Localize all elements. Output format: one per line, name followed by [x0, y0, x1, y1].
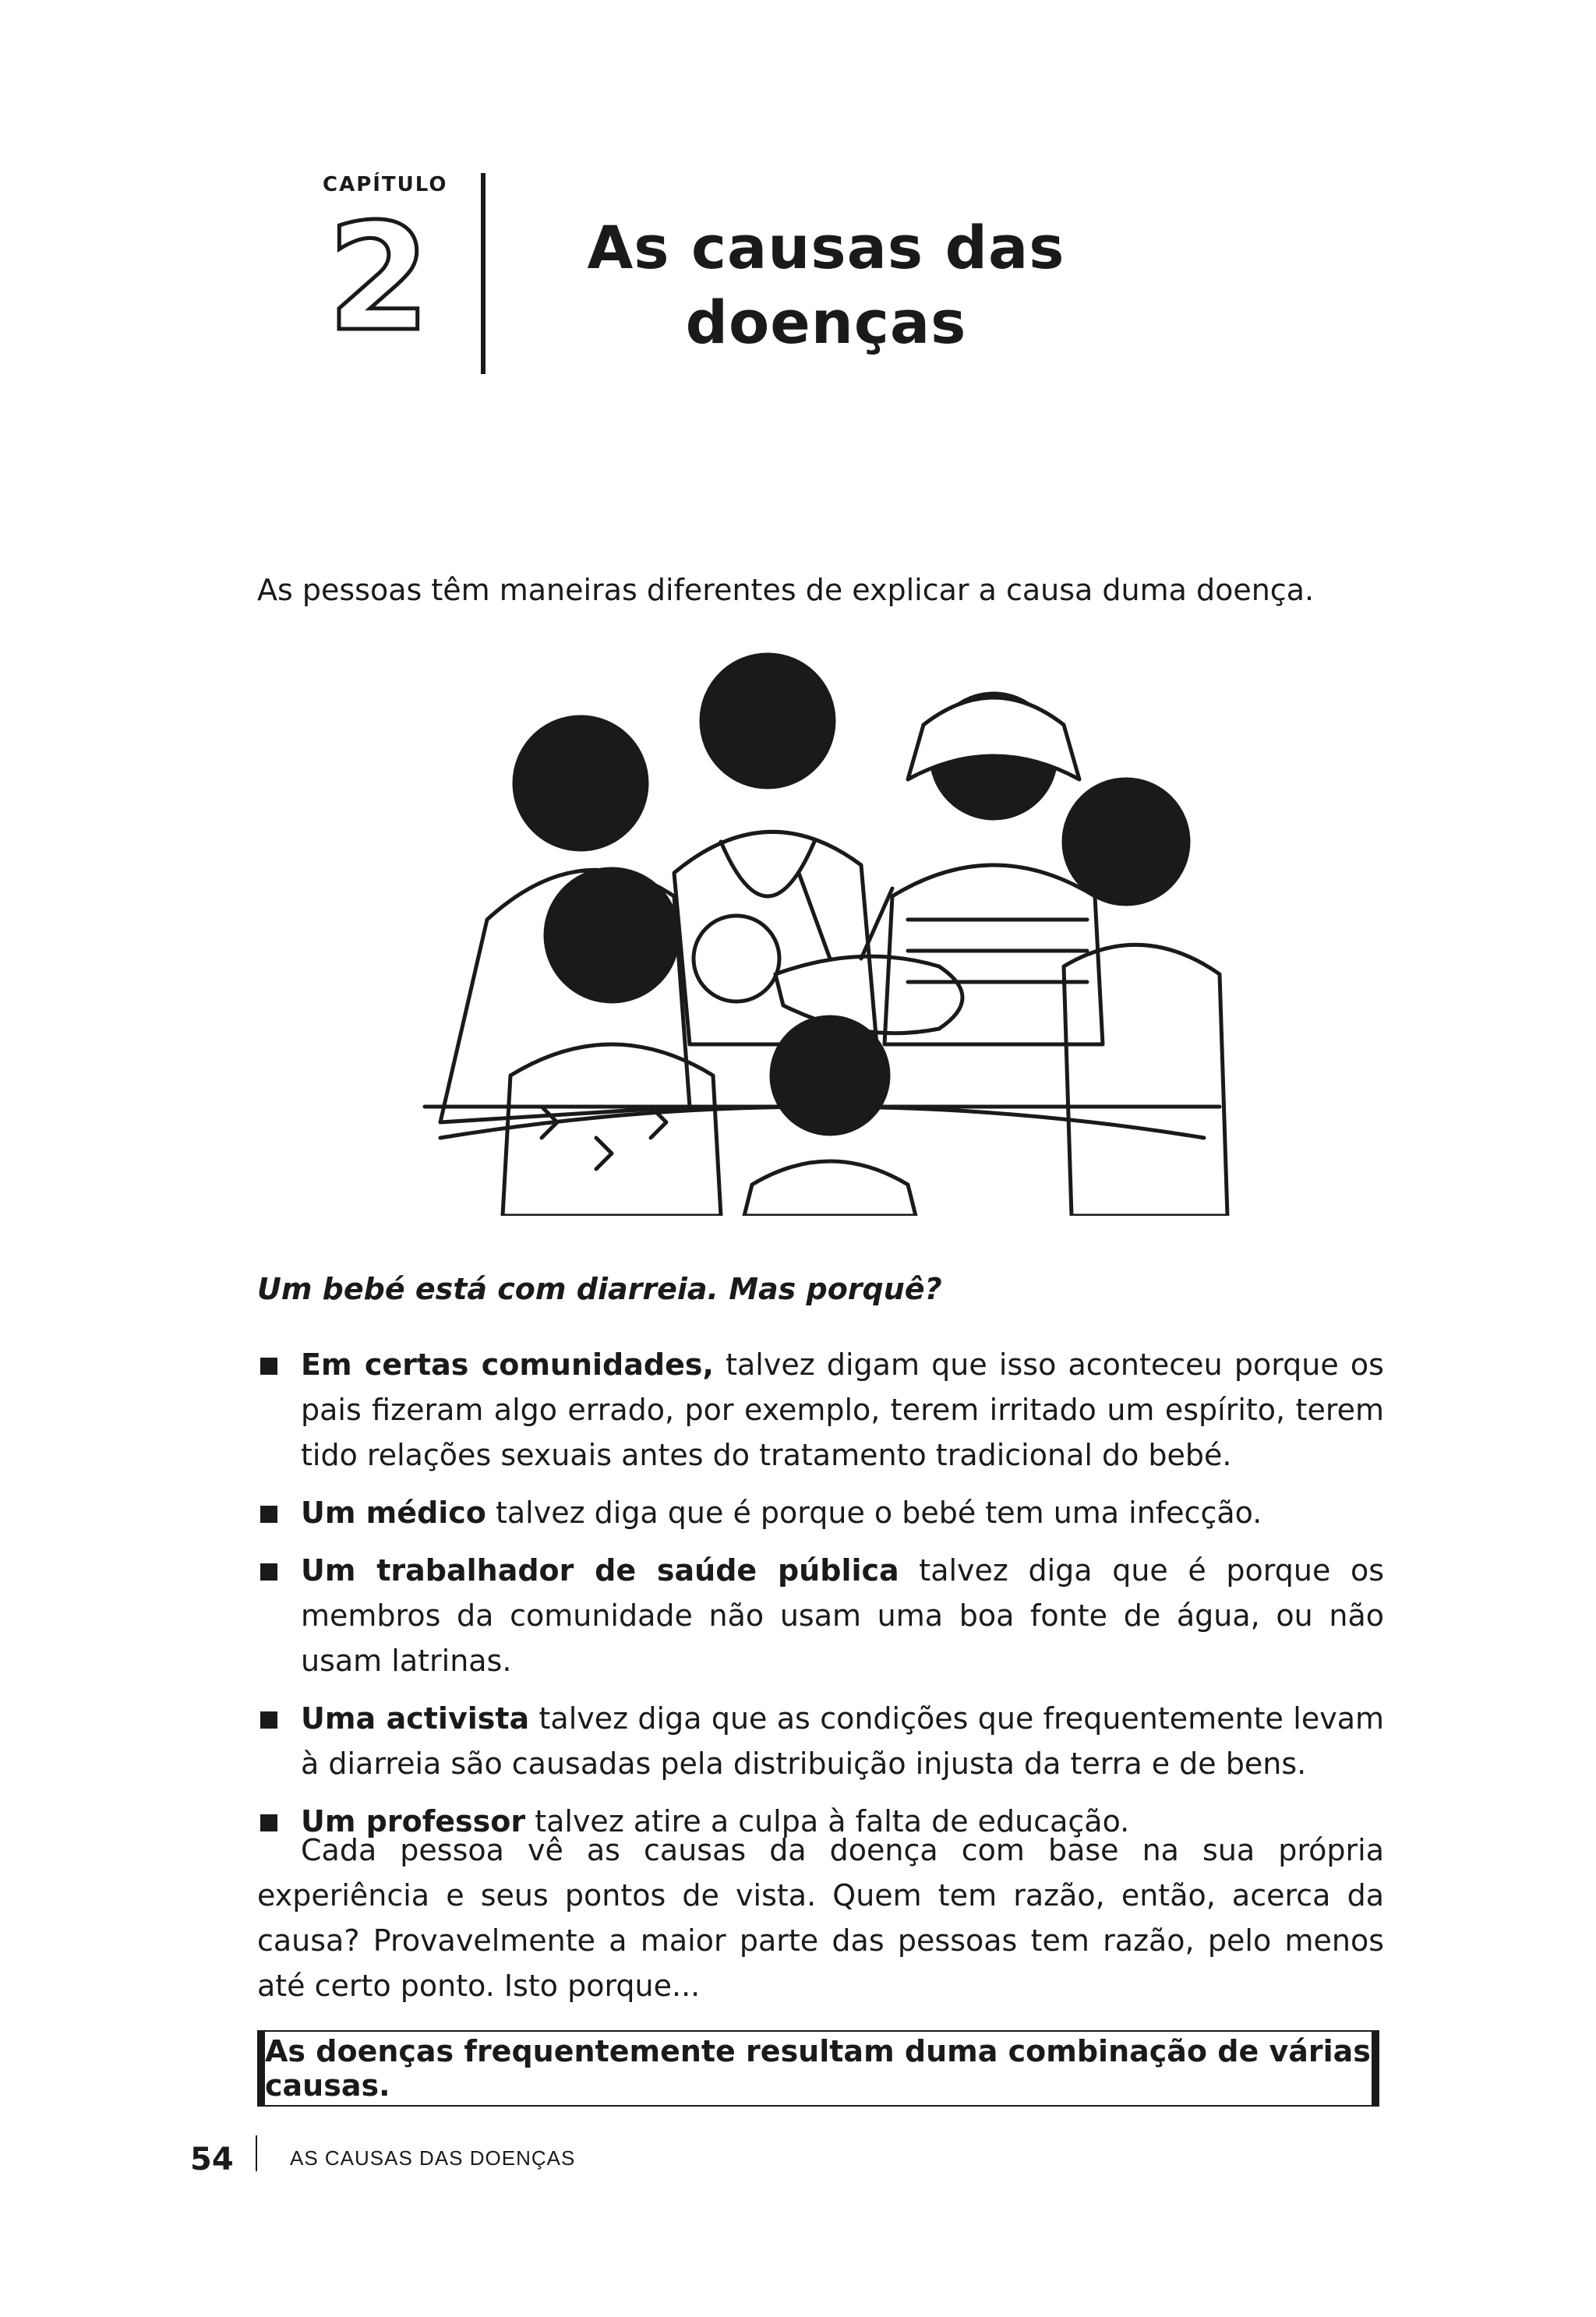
chapter-title — [561, 210, 1091, 360]
body-paragraph: Cada pessoa vê as causas da doença com base na sua própria experiência e seus pontos de vista. Quem tem razão, então, acerca da causa? Provavelmente a maior parte das pessoas tem razão, pelo menos até certo ponto. Isto porque... — [257, 1833, 1384, 2003]
bullet-square-icon — [260, 1563, 277, 1581]
illustration-group-around-baby — [394, 639, 1251, 1216]
chapter-label: CAPÍTULO — [323, 173, 448, 196]
illustration-caption: Um bebé está com diarreia. Mas porquê? — [257, 1272, 942, 1306]
list-item-text: talvez digam que isso aconteceu porque os pais fizeram algo errado, por exemplo, terem irritado um espírito, terem tido relações sexuais antes do tratamento tradicional do bebé. — [301, 1347, 1384, 1472]
list-item-lead: Um professor — [301, 1804, 526, 1838]
list-item-text: talvez diga que as condições que frequentemente levam à diarreia são causadas pela distribuição injusta da terra e de bens. — [301, 1701, 1384, 1781]
list-item-text: talvez diga que é porque o bebé tem uma infecção. — [486, 1496, 1262, 1530]
list-item-text: talvez diga que é porque os membros da comunidade não usam uma boa fonte de água, ou não usam latrinas. — [301, 1553, 1384, 1678]
list-item — [257, 1490, 1384, 1535]
chapter-number: 2 — [327, 192, 431, 364]
bullet-square-icon — [260, 1506, 277, 1523]
list-item-lead: Em certas comunidades, — [301, 1347, 714, 1382]
list-item-lead: Uma activista — [301, 1701, 530, 1736]
list-item-lead: Um médico — [301, 1496, 486, 1530]
list-item-lead: Um trabalhador de saúde pública — [301, 1553, 899, 1588]
key-message-text: As doenças frequentemente resultam duma combinação de várias causas. — [265, 2034, 1371, 2103]
chapter-divider — [481, 173, 486, 374]
list-item-text: talvez atire a culpa à falta de educação. — [525, 1804, 1130, 1838]
list-item — [257, 1342, 1384, 1478]
bullet-square-icon — [260, 1358, 277, 1375]
list-item — [257, 1548, 1384, 1683]
chapter-title-line-1: As causas das — [587, 213, 1065, 282]
key-message-box — [257, 2030, 1379, 2107]
page-number: 54 — [190, 2142, 234, 2177]
running-title: AS CAUSAS DAS DOENÇAS — [290, 2146, 576, 2170]
bullet-square-icon — [260, 1711, 277, 1729]
footer-divider — [256, 2135, 257, 2171]
causes-list — [257, 1342, 1384, 1856]
chapter-title-line-2: doenças — [685, 288, 967, 357]
intro-text: As pessoas têm maneiras diferentes de explicar a causa duma doença. — [257, 573, 1315, 607]
list-item — [257, 1696, 1384, 1786]
